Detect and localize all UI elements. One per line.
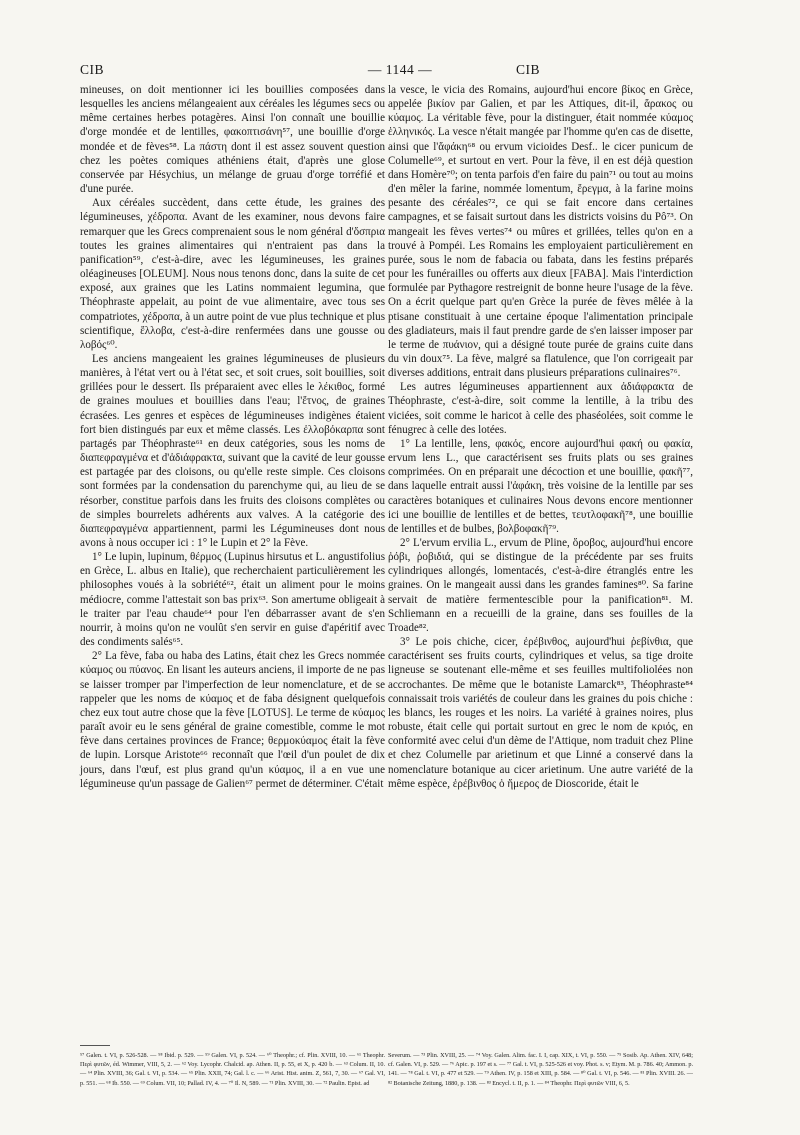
paragraph: Les autres légumineuses appartiennent aux ἀδιάφρακτα de Théophraste, c'est-à-dire, soit comme la lentille, à la tribu des viciées, soit comme le haricot à celle des phaséolées, soit comme le fénugrec à celle des lotées. [388, 381, 693, 436]
right-column [388, 83, 693, 791]
paragraph: 2° La fève, faba ou haba des Latins, était chez les Grecs nommée κύαμος ou πύανος. En lisant les auteurs anciens, il importe de ne pas se laisser tromper par l'imperfection de leur nomenclature, et de se rappeler que les noms de κύαμος et de faba désignent quelquefois chez eux tout autre chose que la fève [LOTUS]. Le terme de κύαμος paraît avoir eu le sens général de graine comestible, comme le mot fève dans certaines provinces de France; θερμοκύαμος était la fève de lupin. Lorsque Aristote⁶⁶ reconnaît que l'œil d'un poulet de dix jours, dans l'œuf, est plus grand qu'un κύαμος, il a en vue une légumineuse qu'un passage de Galien⁶⁷ permet de déterminer. C'était [80, 650, 385, 790]
paragraph: 2° L'ervum ervilia L., ervum de Pline, ὄροβος, aujourd'hui encore ῥόβι, ῥοβιδιά, qui se distingue de la précédente par ses fruits cylindriques allongés, lomentacés, c'est-à-dire étranglés entre les graines. On le mangeait aussi dans les grandes famines⁸⁰. Sa farine servait de matière fermentescible pour la panification⁸¹. M. Schliemann en a recueilli de la graine, dans ses fouilles de la Troade⁸². [388, 537, 693, 634]
footnotes-right: Severum. — ⁷³ Plin. XVIII, 25. — ⁷⁴ Voy. Galen. Alim. fac. I. I, cap. XIX, t. VI, p. 550. — ⁷⁵ Sosib. Ap. Athen. XIV, 648; cf. Galen. VI, p. 529. — ⁷⁶ Apic. p. 197 et s. — ⁷⁷ Gal. t. VI, p. 525-526 et voy. Phot. s. v; Etym. M. p. 786. 40; Ammon. p. 141. — ⁷⁸ Gal. t. VI, p. 477 et 529. — ⁷⁹ Athen. IV, p. 158 et XIII, p. 584. — ⁸⁰ Gal. t. VI, p. 546. — ⁸¹ Plin. XVIII. 26. — ⁸² Botanische Zeitung, 1880, p. 138. — ⁸³ Encycl. t. II, p. 1. — ⁸⁴ Theophr. Περὶ φυτῶν VIII, 6, 5. [388, 1052, 693, 1087]
paragraph: la vesce, le vicia des Romains, aujourd'hui encore βίκος en Grèce, appelée βικίον par Galien, et par les Attiques, dit-il, ἄρακος ou κύαμος. La véritable fève, pour la distinguer, était nommée κύαμος ἑλληνικός. La vesce n'était mangée par l'homme qu'en cas de disette, ainsi que l'ἄφάκη⁶⁸ ou ervum vicioides Desf.. le cicer punicum de Columelle⁶⁹, et surtout en vert. Pour la fève, il en est déjà question dans Homère⁷⁰; on tenta parfois d'en faire du pain⁷¹ ou tout au moins d'en mêler la farine, nommée lomentum, ἔρεγμα, à la farine moins pesante des céréales⁷², ce qui se fait encore dans certaines campagnes, et se faisait surtout dans les districts voisins du Pô⁷³. On mangeait les fèves vertes⁷⁴ ou mûres et grillées, telles qu'on en a trouvé à Pompéi. Les Romains les employaient particulièrement en purée, sous le nom de fabacia ou fabata, dans les festins préparés pour les funérailles ou offerts aux dieux [FABA]. Mais l'interdiction formulée par Pythagore restreignit de bonne heure l'usage de la fève. On a écrit quelque part qu'en Grèce la purée de fèves mêlée à la ptisane constituait à une certaine époque l'alimentation principale des gladiateurs, mais il faut prendre garde de s'en laisser imposer par le terme de πυάνιον, qui a désigné toute purée de grains cuite dans du vin doux⁷⁵. La fève, malgré sa flatulence, que l'on corrigeait par diverses additions, entrait dans plusieurs préparations culinaires⁷⁶. [388, 84, 693, 380]
paragraph: Aux céréales succèdent, dans cette étude, les graines des légumineuses, χέδροπα. Avant de les examiner, nous devons faire remarquer que les Grecs comprenaient sous le nom général d'ὄσπρια toutes les graines alimentaires qui n'entraient pas dans la panification⁵⁹, c'est-à-dire, avec les légumineuses, les graines oléagineuses [OLEUM]. Nous nous tenons donc, dans la suite de cet exposé, aux graines que les Latins nommaient legumina, que Théophraste appelait, au point de vue alimentaire, avec tous ses compatriotes, χέδροπα, à un autre point de vue plus technique et plus scientifique, ἔλλοβα, c'est-à-dire renfermées dans une gousse ou λοβός⁶⁰. [80, 197, 385, 351]
running-head-left: CIB [80, 62, 105, 77]
paragraph: 3° Le pois chiche, cicer, ἐρέβινθος, aujourd'hui ῥεβίνθια, que caractérisent ses fruits courts, cylindriques et velus, sa tige droite ligneuse se soutenant elle-même et ses feuilles multifoliolées non accrochantes. De même que le botaniste Lamarck⁸³, Théophraste⁸⁴ connaissait trois variétés de couleur dans les graines du pois chiche : les blancs, les rouges et les noirs. La variété à graines noires, plus robuste, était celle qui portait surtout en grec le nom de κριός, en conformité avec celui d'un dème de l'Attique, nom traduit chez Pline et chez Columelle par arietinum et que Linné a conservé dans la nomenclature botanique au cicer arietinum. Une autre variété de la même espèce, ἐρέβινθος ὁ ἥμερος de Dioscoride, était le [388, 636, 693, 790]
footnote-divider [80, 1045, 110, 1046]
paragraph: Les anciens mangeaient les graines légumineuses de plusieurs manières, à l'état vert ou à l'état sec, et soit crues, soit bouillies, soit grillées pour le dessert. Ils préparaient avec elles le λέκιθος, formé de graines moulues et bouillies dans l'eau; l'ἔτνος, de graines écrasées. Les genres et espèces de légumineuses indigènes étaient fort bien distingués par eux et même classés. Les ἐλλοβόκαρπα sont partagés par Théophraste⁶¹ en deux catégories, sous les noms de διαπεφραγμένα et d'ἀδιάφρακτα, suivant que la cavité de leur gousse est partagée par des cloisons, ou qu'elle reste simple. Ces cloisons sont formées par la condensation du parenchyme qui, au lieu de se résorber, constitue parfois dans les fruits des cloisons complètes ou de simples bourrelets adhérents aux valves. A la catégorie des διαπεφραγμένα appartiennent, parmi les Légumineuses dont nous avons à nous occuper ici : 1° le Lupin et 2° la Fève. [80, 352, 385, 549]
paragraph: 1° Le lupin, lupinum, θέρμος (Lupinus hirsutus et L. angustifolius en Grèce, L. albus en Italie), que recherchaient particulièrement les philosophes voués à la sobriété⁶², était un aliment pour le moins médiocre, comme l'attestait son bas prix⁶³. Son amertume obligeait à le traiter par l'eau chaude⁶⁴ pour l'en débarrasser avant de s'en nourrir, à moins qu'on ne voulût s'en servir en guise d'apéritif avec des condiments salés⁶⁵. [80, 551, 385, 649]
paragraph: 1° La lentille, lens, φακός, encore aujourd'hui φακή ou φακία, ervum lens L., que caractérisent ses fruits plats ou ses graines comprimées. On en préparait une décoction et une bouillie, φακῆ⁷⁷, dans laquelle entrait aussi l'ἀφάκη, très voisine de la lentille par ses caractères botaniques et culinaires Nous devons encore mentionner ici une bouillie de lentilles et de bettes, τευτλοφακῆ⁷⁸, une bouillie de lentilles et de bulbes, βολβοφακῆ⁷⁹. [388, 437, 693, 535]
footnotes-left: ⁵⁷ Galen. t. VI, p. 526-528. — ⁵⁸ Ibid. p. 529. — ⁵⁹ Galen. VI, p. 524. — ⁶⁰ Theophr.; cf. Plin. XVIII, 10. — ⁶¹ Theophr. Περὶ φυτῶν, éd. Wimmer, VIII, 5, 2. — ⁶² Voy. Lycophr. Chalcid. ap. Athen. II, p. 55, et X, p. 420 b. — ⁶³ Colum. II, 10. — ⁶⁴ Plin. XVIII, 36; Gal. t. VI, p. 534. — ⁶⁵ Plin. XXII, 74; Gal. l. c. — ⁶⁶ Arist. Hist. anim. Z, 561, 7, 30. — ⁶⁷ Gal. VI, p. 551. — ⁶⁸ Ib. 550. — ⁶⁹ Colum. VII, 10; Pallad. IV, 4. — ⁷⁰ Il. N, 589. — ⁷¹ Plin. XVIII, 30. — ⁷² Paulin. Epist. ad [80, 1052, 385, 1087]
running-head-right: CIB [516, 62, 541, 77]
page-number: — 1144 — [367, 62, 433, 77]
left-column [80, 83, 385, 791]
paragraph: mineuses, on doit mentionner ici les bouillies composées dans lesquelles les anciens mélangeaient aux céréales les légumes secs ou même certaines herbes potagères. Ainsi l'on connaît une bouillie d'orge mondée et de lentilles, φακοπτισάνη⁵⁷, une bouillie d'orge mondée et de fèves⁵⁸. La πάστη dont il est assez souvent question chez les poètes comiques athéniens était, d'après une glose conservée par Hésychius, un mélange de gruau d'orge torréfié et d'une purée. [80, 84, 385, 196]
